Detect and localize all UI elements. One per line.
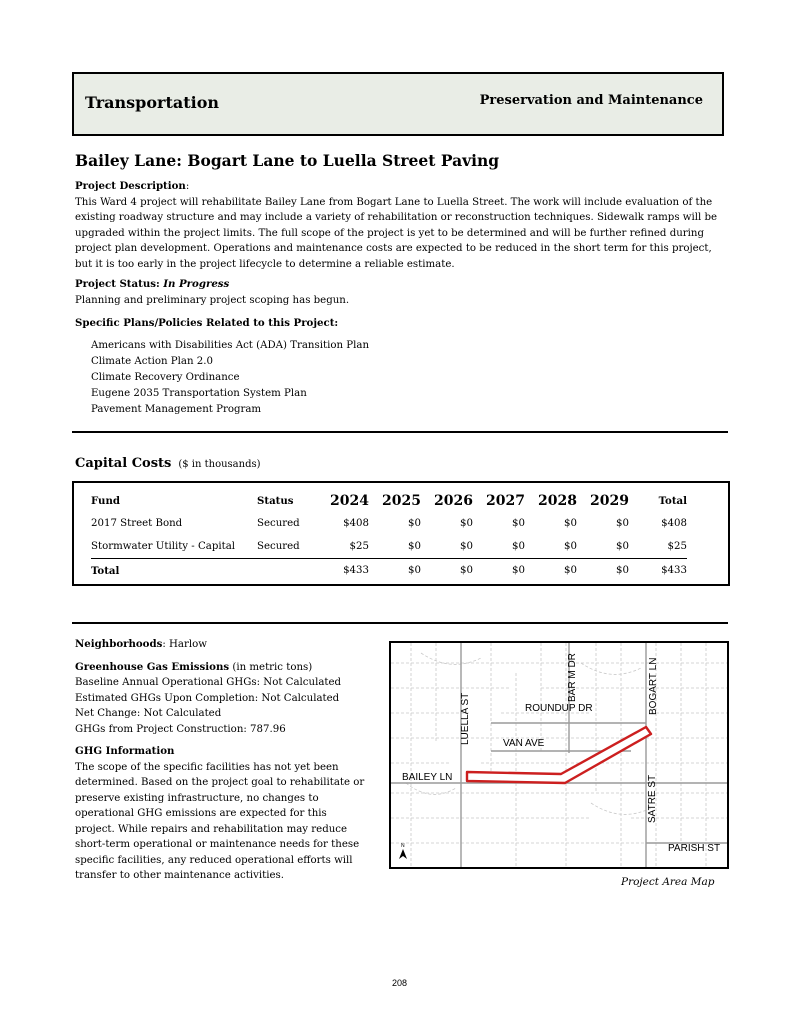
table-row [91, 512, 687, 535]
cell-fund: Stormwater Utility - Capital [91, 541, 236, 552]
cell-2024: $408 [343, 518, 369, 529]
description-label: Project Description [75, 180, 186, 192]
list-item: Americans with Disabilities Act (ADA) Transition Plan [91, 340, 370, 351]
status-text: Planning and preliminary project scoping has begun. [75, 294, 350, 306]
parcel-lines [391, 643, 727, 867]
description-text: This Ward 4 project will rehabilitate Bailey Lane from Bogart Lane to Luella Street. The work will include evaluation of the existing roadway structure and may include a variety of rehabilitation or reconstruction techniques. Sidewalk ramps will be upgraded within the project limits. The full scope of the project is yet to be determined and will be further refined during project plan development. Operations and maintenance costs are expected to be reduced in the short term for this project, but it is too early in the project lifecycle to determine a reliable estimate. [75, 196, 718, 270]
list-item: Pavement Management Program [91, 404, 262, 415]
list-item: Climate Recovery Ordinance [91, 372, 240, 383]
street-label-satre: SATRE ST [647, 774, 658, 823]
ghg-unit: (in metric tons) [232, 661, 313, 673]
col-total: Total [658, 494, 687, 507]
ghg-emissions [75, 660, 367, 738]
street-label-parish: PARISH ST [668, 843, 721, 854]
cell-status [257, 559, 317, 583]
cell-2028: $0 [564, 541, 577, 552]
map-canvas [391, 643, 727, 867]
col-status: Status [257, 494, 294, 507]
project-info [75, 637, 367, 891]
street-label-roundup: ROUNDUP DR [525, 703, 593, 714]
capital-costs-table-box [72, 481, 730, 586]
cell-2024: $433 [317, 559, 369, 583]
neighborhoods-value: Harlow [169, 639, 207, 650]
section-category: Preservation and Maintenance [479, 93, 703, 108]
col-2029: 2029 [590, 492, 629, 509]
cell-2028: $0 [525, 559, 577, 583]
ghg-info-text: The scope of the specific facilities has not yet been determined. Based on the project goal to rehabilitate or preserve existing infrastructure, no changes to operational GHG emissions are expected for this project. While repairs and rehabilitation may reduce short-term operational or maintenance needs for these specific facilities, any reduced operational efforts will transfer to other maintenance activities. [75, 761, 365, 881]
cell-total: $25 [667, 541, 687, 552]
cell-fund: 2017 Street Bond [91, 518, 183, 529]
north-label: N [401, 843, 405, 849]
section-title: Transportation [85, 93, 219, 112]
ghg-line: Estimated GHGs Upon Completion: Not Calculated [75, 692, 340, 704]
divider [72, 622, 728, 624]
cell-2026: $0 [460, 541, 473, 552]
col-2025: 2025 [382, 492, 421, 509]
cell-total: $408 [661, 518, 687, 529]
map-caption: Project Area Map [621, 876, 715, 888]
neighborhoods-label: Neighborhoods [75, 638, 163, 650]
cell-2025: $0 [408, 541, 421, 552]
plans-list [91, 338, 369, 418]
cell-2024: $25 [349, 541, 369, 552]
street-label-bar-m: BAR M DR [567, 653, 578, 702]
section-header [72, 72, 724, 136]
cell-2025: $0 [408, 518, 421, 529]
cell-2029: $0 [577, 559, 629, 583]
ghg-information [75, 744, 367, 884]
divider [72, 431, 728, 433]
cell-2025: $0 [369, 559, 421, 583]
ghg-line: GHGs from Project Construction: 787.96 [75, 723, 286, 735]
cell-2027: $0 [473, 559, 525, 583]
street-label-bogart: BOGART LN [648, 657, 659, 715]
col-2028: 2028 [538, 492, 577, 509]
cell-status: Secured [257, 518, 300, 529]
street-label-bailey: BAILEY LN [402, 772, 453, 783]
col-2027: 2027 [486, 492, 525, 509]
north-arrow-icon [399, 843, 407, 859]
status-value: In Progress [163, 278, 230, 290]
col-2026: 2026 [434, 492, 473, 509]
project-route [467, 727, 651, 783]
col-fund: Fund [91, 494, 120, 507]
list-item: Eugene 2035 Transportation System Plan [91, 388, 307, 399]
cell-total: $433 [629, 559, 687, 583]
table-total-row [91, 559, 687, 583]
ghg-label: Greenhouse Gas Emissions [75, 660, 230, 673]
col-2024: 2024 [330, 492, 369, 509]
capital-costs-subtitle: ($ in thousands) [178, 459, 261, 470]
streets [391, 643, 727, 867]
list-item: Climate Action Plan 2.0 [91, 356, 213, 367]
cell-2028: $0 [564, 518, 577, 529]
capital-costs-title [75, 456, 261, 471]
project-area-map [389, 641, 729, 869]
cell-2027: $0 [512, 541, 525, 552]
cell-status: Secured [257, 541, 300, 552]
capital-costs-label: Capital Costs [75, 456, 172, 471]
project-description: Project Description: This Ward 4 project will rehabilitate Bailey Lane from Bogart Lane to Luella Street. The work will include evaluation of the existing roadway structure and may include a variety of rehabilitation or reconstruction techniques. Sidewalk ramps will be upgraded within the project limits. The full scope of the project is yet to be determined and will be further refined during project plan development. Operations and maintenance costs are expected to be reduced in the short term for this project, but it is too early in the project lifecycle to determine a reliable estimate. [75, 180, 718, 270]
street-label-luella: LUELLA ST [460, 692, 471, 745]
capital-costs-table [91, 489, 687, 582]
street-label-van: VAN AVE [503, 738, 545, 749]
project-title: Bailey Lane: Bogart Lane to Luella Street Paving [75, 151, 500, 170]
cell-2029: $0 [616, 518, 629, 529]
cell-2026: $0 [421, 559, 473, 583]
cell-fund: Total [91, 559, 257, 583]
ghg-line: Baseline Annual Operational GHGs: Not Calculated [75, 677, 342, 688]
plans-heading: Specific Plans/Policies Related to this Project: [75, 317, 339, 329]
cell-2029: $0 [616, 541, 629, 552]
project-status: Project Status: In Progress Planning and preliminary project scoping has begun. [75, 278, 350, 306]
ghg-info-label: GHG Information [75, 745, 175, 757]
neighborhoods: Neighborhoods: Harlow [75, 638, 207, 650]
cell-2027: $0 [512, 518, 525, 529]
cell-2026: $0 [460, 518, 473, 529]
ghg-line: Net Change: Not Calculated [75, 708, 222, 719]
page-number: 208 [392, 978, 408, 988]
table-header-row [91, 489, 687, 512]
status-label: Project Status [75, 278, 156, 290]
table-row [91, 535, 687, 559]
